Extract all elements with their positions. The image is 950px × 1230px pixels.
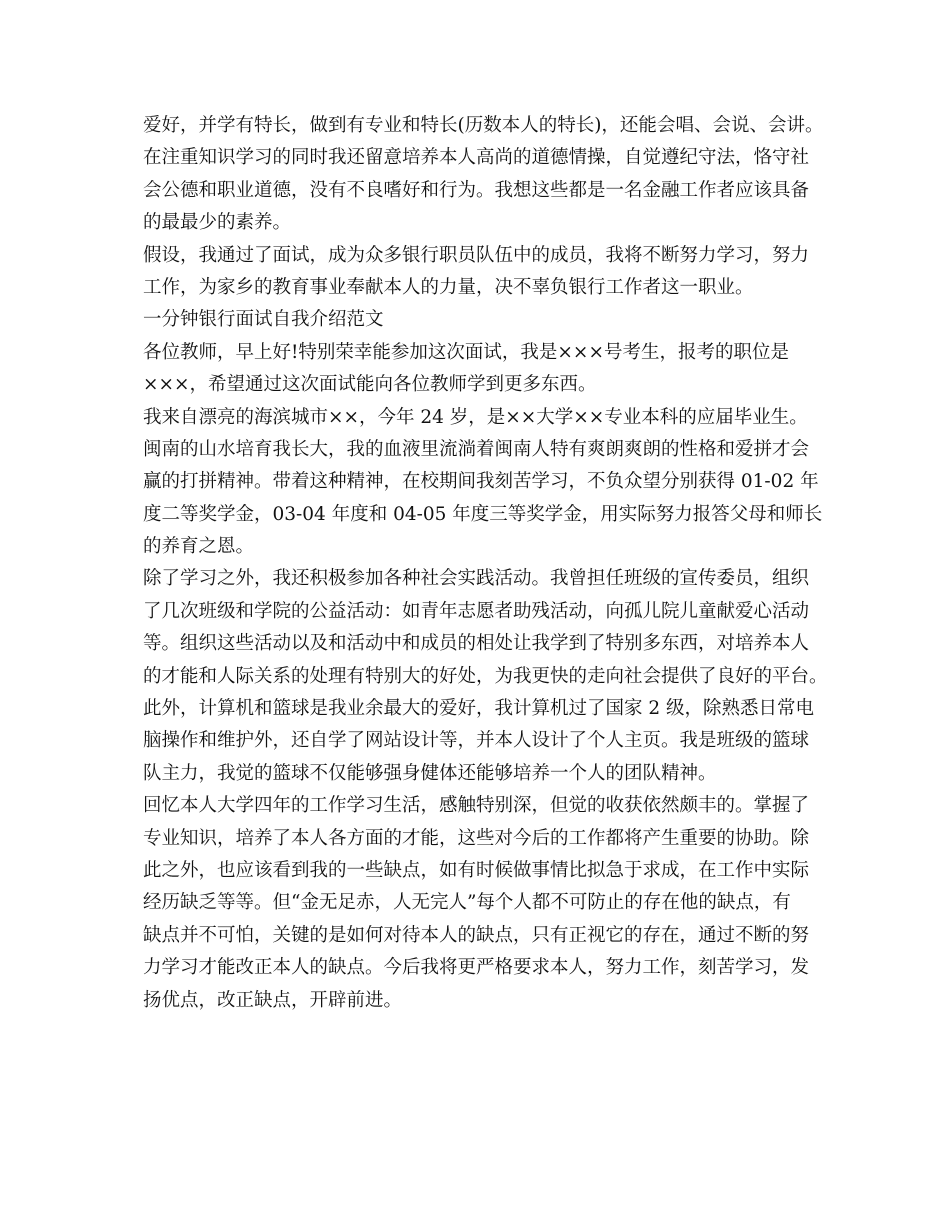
text-line: 等。组织这些活动以及和活动中和成员的相处让我学到了特别多东西，对培养本人 bbox=[143, 633, 810, 655]
text-line: 会公德和职业道德，没有不良嗜好和行为。我想这些都是一名金融工作者应该具备 bbox=[143, 179, 810, 201]
text-line: 缺点并不可怕，关键的是如何对待本人的缺点，只有正视它的存在，通过不断的努 bbox=[143, 924, 810, 946]
text-line: 此外，计算机和篮球是我业余最大的爱好，我计算机过了国家 2 级，除熟悉日常电 bbox=[143, 698, 815, 720]
text-line: 假设，我通过了面试，成为众多银行职员队伍中的成员，我将不断努力学习，努力 bbox=[143, 244, 810, 266]
text-line: ×××，希望通过这次面试能向各位教师学到更多东西。 bbox=[143, 374, 597, 396]
text-line: 的养育之恩。 bbox=[143, 536, 255, 558]
section-heading: 一分钟银行面试自我介绍范文 bbox=[143, 309, 384, 331]
text-line: 经历缺乏等等。但“金无足赤，人无完人”每个人都不可防止的存在他的缺点，有 bbox=[143, 892, 791, 914]
text-line: 专业知识，培养了本人各方面的才能，这些对今后的工作都将产生重要的协助。除 bbox=[143, 827, 810, 849]
text-line: 回忆本人大学四年的工作学习生活，感触特别深，但觉的收获依然颇丰的。掌握了 bbox=[143, 795, 810, 817]
text-line: 度二等奖学金，03-04 年度和 04-05 年度三等奖学金，用实际努力报答父母和师长 bbox=[143, 503, 823, 525]
text-line: 力学习才能改正本人的缺点。今后我将更严格要求本人，努力工作，刻苦学习，发 bbox=[143, 957, 810, 979]
text-line: 我来自漂亮的海滨城市××，今年 24 岁，是××大学××专业本科的应届毕业生。 bbox=[143, 406, 808, 428]
text-line: 队主力，我觉的篮球不仅能够强身健体还能够培养一个人的团队精神。 bbox=[143, 762, 717, 784]
text-line: 的才能和人际关系的处理有特别大的好处，为我更快的走向社会提供了良好的平台。 bbox=[143, 665, 828, 687]
text-line: 闽南的山水培育我长大，我的血液里流淌着闽南人特有爽朗爽朗的性格和爱拼才会 bbox=[143, 438, 810, 460]
text-line: 除了学习之外，我还积极参加各种社会实践活动。我曾担任班级的宣传委员，组织 bbox=[143, 568, 810, 590]
text-line: 的最最少的素养。 bbox=[143, 212, 292, 234]
document-body bbox=[143, 110, 828, 1017]
text-line: 脑操作和维护外，还自学了网站设计等，并本人设计了个人主页。我是班级的篮球 bbox=[143, 730, 810, 752]
text-line: 工作，为家乡的教育事业奉献本人的力量，决不辜负银行工作者这一职业。 bbox=[143, 276, 754, 298]
text-line: 赢的打拼精神。带着这种精神，在校期间我刻苦学习，不负众望分别获得 01-02 年 bbox=[143, 471, 819, 493]
text-line: 此之外，也应该看到我的一些缺点，如有时候做事情比拟急于求成，在工作中实际 bbox=[143, 859, 810, 881]
text-line: 在注重知识学习的同时我还留意培养本人高尚的道德情操，自觉遵纪守法，恪守社 bbox=[143, 147, 810, 169]
text-line: 扬优点，改正缺点，开辟前进。 bbox=[143, 989, 403, 1011]
text-line: 了几次班级和学院的公益活动：如青年志愿者助残活动，向孤儿院儿童献爱心活动 bbox=[143, 600, 810, 622]
text-line: 各位教师，早上好!特别荣幸能参加这次面试，我是×××号考生，报考的职位是 bbox=[143, 341, 789, 363]
text-line: 爱好，并学有特长，做到有专业和特长(历数本人的特长)，还能会唱、会说、会讲。 bbox=[143, 115, 824, 136]
